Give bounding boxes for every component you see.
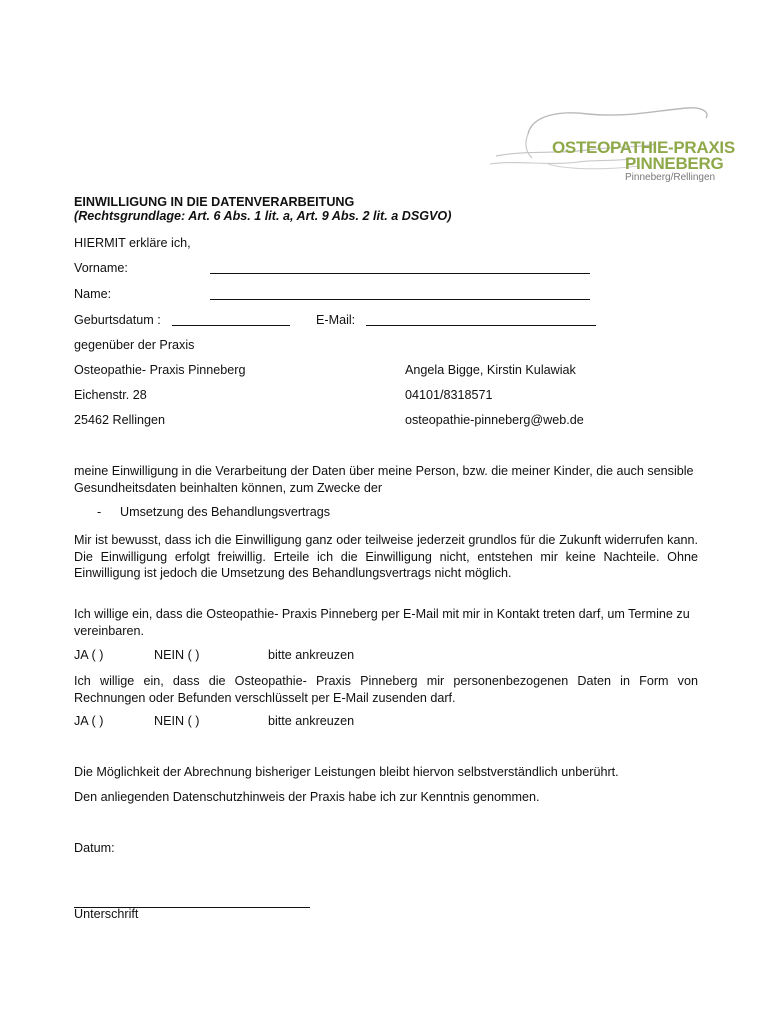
praxis-street: Eichenstr. 28 bbox=[74, 388, 147, 402]
privacy-note: Den anliegenden Datenschutzhinweis der Praxis habe ich zur Kenntnis genommen. bbox=[74, 790, 540, 804]
logo-title-line2: PINNEBERG bbox=[625, 154, 724, 173]
document-subtitle: (Rechtsgrundlage: Art. 6 Abs. 1 lit. a, Art. 9 Abs. 2 lit. a DSGVO) bbox=[74, 209, 452, 223]
praxis-city: 25462 Rellingen bbox=[74, 413, 166, 427]
checkbox-nein-1[interactable]: NEIN ( ) bbox=[154, 648, 200, 662]
name-field[interactable] bbox=[210, 287, 590, 300]
vorname-field[interactable] bbox=[210, 261, 590, 274]
praxis-name: Osteopathie- Praxis Pinneberg bbox=[74, 363, 246, 377]
consent-intro: meine Einwilligung in die Verarbeitung der Daten über meine Person, bzw. die meiner Kinder, die auch sensible Gesundheitsdaten beinhalten können, zum Zwecke der bbox=[74, 464, 694, 495]
praxis-phone: 04101/8318571 bbox=[405, 388, 493, 402]
gegenueber-text: gegenüber der Praxis bbox=[74, 338, 195, 352]
checkbox-ja-2[interactable]: JA ( ) bbox=[74, 714, 104, 728]
document-title: EINWILLIGUNG IN DIE DATENVERARBEITUNG bbox=[74, 195, 355, 209]
logo-subtitle: Pinneberg/Rellingen bbox=[625, 172, 716, 183]
geburtsdatum-label: Geburtsdatum : bbox=[74, 313, 161, 327]
bullet-dash: - bbox=[97, 505, 102, 519]
datum-label: Datum: bbox=[74, 841, 115, 855]
bullet-text: Umsetzung des Behandlungsvertrags bbox=[120, 505, 331, 519]
logo-title-line1: OSTEOPATHIE-PRAXIS bbox=[552, 138, 735, 157]
email-label: E-Mail: bbox=[316, 313, 356, 327]
intro-text: HIERMIT erkläre ich, bbox=[74, 236, 191, 250]
checkbox-nein-2[interactable]: NEIN ( ) bbox=[154, 714, 200, 728]
praxis-email: osteopathie-pinneberg@web.de bbox=[405, 413, 584, 427]
email-contact-consent: Ich willige ein, dass die Osteopathie- Praxis Pinneberg per E-Mail mit mir in Kontakt treten darf, um Termine zu vereinbaren. bbox=[74, 607, 690, 638]
checkbox-hint-2: bitte ankreuzen bbox=[268, 714, 355, 728]
billing-note: Die Möglichkeit der Abrechnung bisheriger Leistungen bleibt hiervon selbstverständlich unberührt. bbox=[74, 765, 619, 779]
checkbox-hint-1: bitte ankreuzen bbox=[268, 648, 355, 662]
vorname-label: Vorname: bbox=[74, 261, 128, 275]
geburtsdatum-field[interactable] bbox=[172, 313, 290, 326]
praxis-persons: Angela Bigge, Kirstin Kulawiak bbox=[405, 363, 576, 377]
name-label: Name: bbox=[74, 287, 112, 301]
checkbox-ja-1[interactable]: JA ( ) bbox=[74, 648, 104, 662]
revocation-text: Mir ist bewusst, dass ich die Einwilligung ganz oder teilweise jederzeit grundlos für die Zukunft widerrufen kann. Die Einwilligung erfolgt freiwillig. Erteile ich die Einwilligung nicht, entstehen mir keine Nachteile. Ohne Einwilligung ist jedoch die Umsetzung des Behandlungsvertrags nicht möglich. bbox=[74, 533, 698, 580]
signature-label: Unterschrift bbox=[74, 907, 139, 921]
email-documents-consent: Ich willige ein, dass die Osteopathie- Praxis Pinneberg mir personenbezogenen Daten in Form von Rechnungen oder Befunden verschlüsselt per E-Mail zusenden darf. bbox=[74, 674, 698, 705]
email-field[interactable] bbox=[366, 313, 596, 326]
